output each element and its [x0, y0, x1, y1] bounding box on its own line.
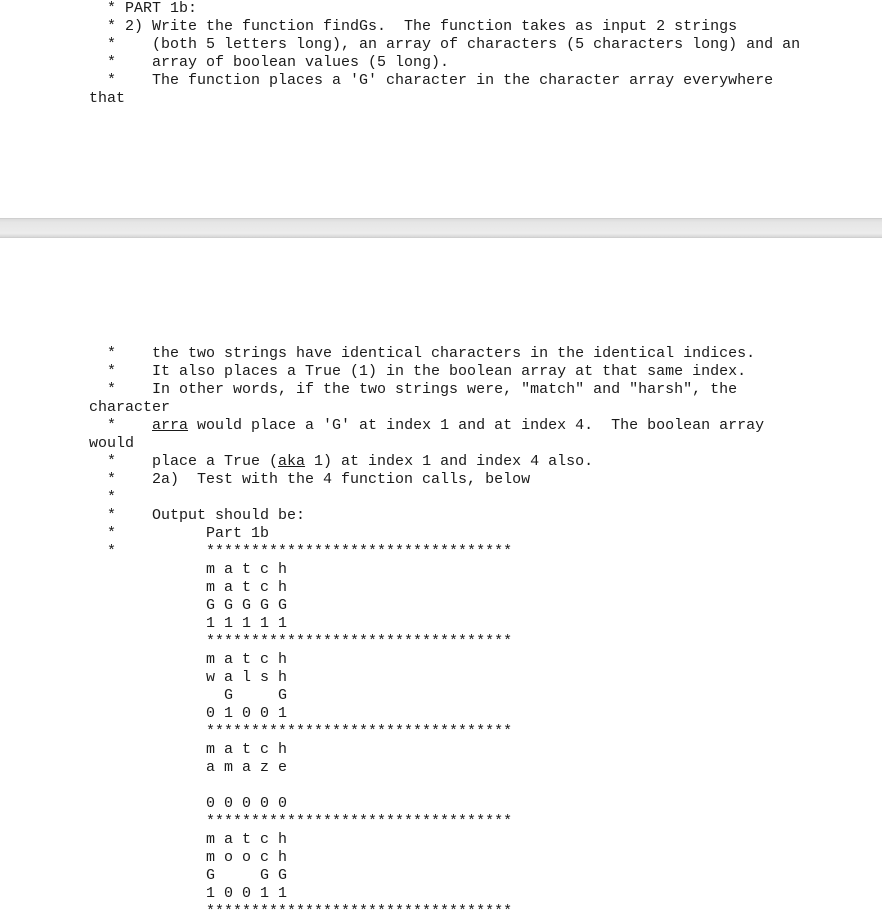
output-line: G G G G G — [89, 597, 288, 614]
comment-line: * It also places a True (1) in the boolean array at that same index. — [89, 363, 747, 380]
comment-line-arra — [89, 417, 764, 435]
output-line: G G G — [89, 867, 288, 884]
comment-line: character — [89, 399, 171, 416]
output-line — [89, 777, 764, 795]
document-page-bottom — [0, 238, 882, 920]
output-line: m a t c h — [89, 579, 288, 596]
output-line: G G — [89, 687, 288, 704]
aka-rest: 1) at index 1 and index 4 also. — [305, 453, 594, 470]
output-line: * Output should be: — [89, 507, 306, 524]
output-line: * — [89, 489, 117, 506]
output-line: ********************************** — [89, 813, 513, 830]
output-line: * 2a) Test with the 4 function calls, below — [89, 471, 531, 488]
output-line: m a t c h — [89, 741, 288, 758]
spellcheck-underlined-word: arra — [152, 417, 189, 434]
output-line: ********************************** — [89, 903, 513, 920]
arra-rest: would place a 'G' at index 1 and at index 4. The boolean array — [188, 417, 765, 434]
output-line: 0 1 0 0 1 — [89, 705, 288, 722]
output-line: m a t c h — [89, 561, 288, 578]
output-line: * ********************************** — [89, 543, 513, 560]
spellcheck-underlined-word: aka — [278, 453, 306, 470]
page-separator — [0, 218, 882, 238]
comment-line: that — [89, 90, 126, 107]
output-line: 1 0 0 1 1 — [89, 885, 288, 902]
output-line: ********************************** — [89, 723, 513, 740]
output-line: 0 0 0 0 0 — [89, 795, 288, 812]
comment-line: * (both 5 letters long), an array of characters (5 characters long) and an — [89, 36, 801, 53]
output-line: 1 1 1 1 1 — [89, 615, 288, 632]
aka-prefix: * place a True ( — [89, 453, 279, 470]
comment-line: * the two strings have identical characters in the identical indices. — [89, 345, 756, 362]
comment-line: * PART 1b: — [89, 0, 198, 17]
document-page-top — [0, 0, 882, 218]
comment-line: * The function places a 'G' character in the character array everywhere — [89, 72, 774, 89]
code-comment-block-top — [89, 0, 800, 108]
output-line: a m a z e — [89, 759, 288, 776]
arra-prefix: * — [89, 417, 153, 434]
output-line: m a t c h — [89, 831, 288, 848]
comment-line: * 2) Write the function findGs. The function takes as input 2 strings — [89, 18, 738, 35]
comment-line: * array of boolean values (5 long). — [89, 54, 450, 71]
output-line: * Part 1b — [89, 525, 270, 542]
expected-output-lines — [89, 471, 764, 921]
output-line: m o o c h — [89, 849, 288, 866]
output-line: m a t c h — [89, 651, 288, 668]
comment-line: would — [89, 435, 135, 452]
comment-line: * In other words, if the two strings were, "match" and "harsh", the — [89, 381, 738, 398]
output-line: w a l s h — [89, 669, 288, 686]
code-comment-block-bottom — [89, 345, 764, 921]
output-line: ********************************** — [89, 633, 513, 650]
comment-line-aka — [89, 453, 764, 471]
